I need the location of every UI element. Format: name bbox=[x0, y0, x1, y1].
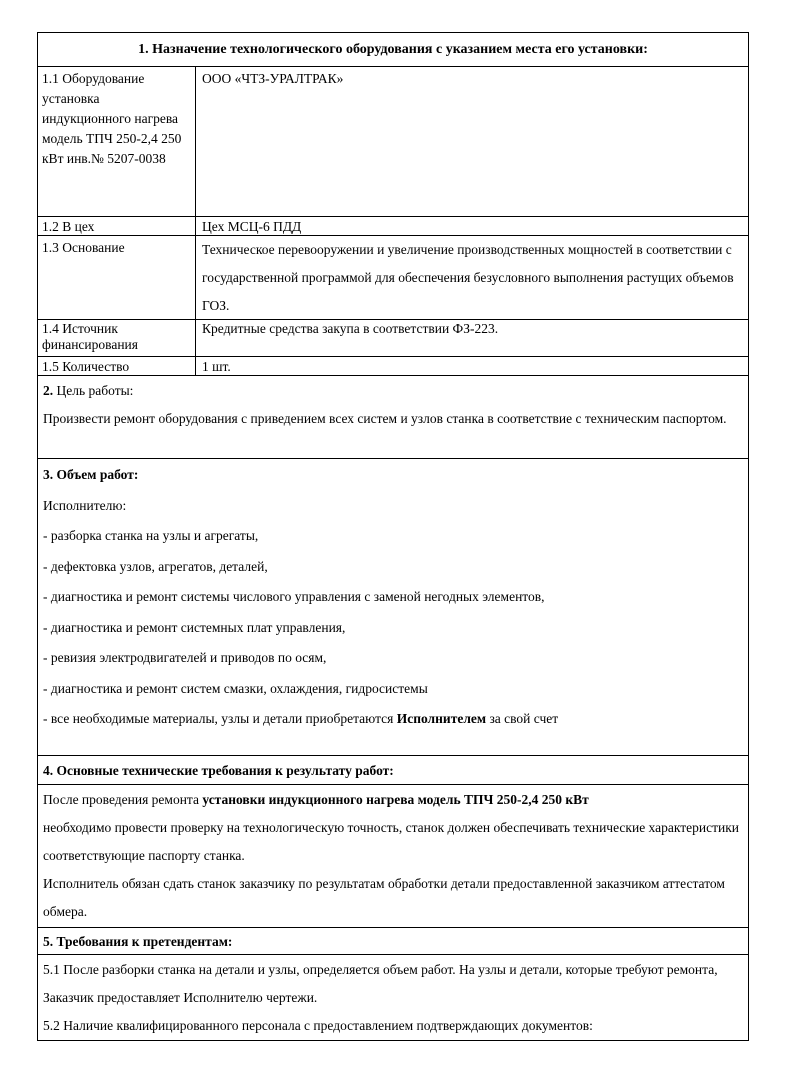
section2-goal bbox=[38, 375, 748, 458]
section3-intro: Исполнителю: bbox=[43, 497, 127, 513]
section2-text: Произвести ремонт оборудования с приведением всех систем и узлов станка в соответствие с техническим паспортом. bbox=[43, 411, 727, 426]
list-item: - ревизия электродвигателей и приводов по осям, bbox=[43, 650, 327, 665]
financing-value: Кредитные средства закупа в соответствии ФЗ-223. bbox=[202, 321, 499, 336]
equipment-label: 1.1 Оборудование установка индукционного нагрева модель ТПЧ 250-2,4 250 кВт инв.№ 5207-0038 bbox=[38, 67, 196, 216]
table-row-financing bbox=[38, 319, 748, 356]
list-item: - разборка станка на узлы и агрегаты, bbox=[43, 528, 259, 543]
quantity-label: 1.5 Количество bbox=[38, 357, 196, 375]
section5-body bbox=[38, 954, 748, 1040]
section4-paragraph-1: После проведения ремонта установки индукционного нагрева модель ТПЧ 250-2,4 250 кВт необходимо провести проверку на технологическую точность, станок должен обеспечивать технические характеристики соответствующие паспорту станка. bbox=[43, 792, 740, 863]
section4-body bbox=[38, 784, 748, 927]
list-item: 5.2 Наличие квалифицированного персонала с предоставлением подтверждающих документов: bbox=[43, 1018, 593, 1033]
section3-title: 3. Объем работ: bbox=[43, 467, 139, 482]
section1-heading: 1. Назначение технологического оборудования с указанием места его установки: bbox=[138, 42, 648, 57]
workshop-label: 1.2 В цех bbox=[38, 217, 196, 235]
equipment-value: ООО «ЧТЗ-УРАЛТРАК» bbox=[202, 71, 344, 86]
section4-title: 4. Основные технические требования к результату работ: bbox=[43, 763, 394, 778]
section5-title: 5. Требования к претендентам: bbox=[43, 934, 233, 949]
quantity-value: 1 шт. bbox=[202, 359, 231, 374]
basis-label: 1.3 Основание bbox=[38, 236, 196, 319]
table-row-basis bbox=[38, 235, 748, 319]
section4-title-row bbox=[38, 755, 748, 784]
list-item: - диагностика и ремонт системы числового управления с заменой негодных элементов, bbox=[43, 589, 545, 604]
table-row-workshop bbox=[38, 216, 748, 235]
section4-paragraph-2: Исполнитель обязан сдать станок заказчику по результатам обработки детали предоставленной заказчиком аттестатом обмера. bbox=[43, 876, 725, 919]
list-item: - диагностика и ремонт системных плат управления, bbox=[43, 619, 346, 635]
section2-title: 2. Цель работы: bbox=[43, 383, 134, 398]
section5-title-row bbox=[38, 927, 748, 954]
list-item: 5.1 После разборки станка на детали и узлы, определяется объем работ. На узлы и детали, которые требуют ремонта, Заказчик предоставляет Исполнителю чертежи. bbox=[43, 962, 718, 1005]
list-item-materials: - все необходимые материалы, узлы и детали приобретаются Исполнителем за свой счет bbox=[43, 711, 559, 726]
specification-table bbox=[37, 32, 749, 1041]
list-item: - дефектовка узлов, агрегатов, деталей, bbox=[43, 558, 268, 574]
workshop-value: Цех МСЦ-6 ПДД bbox=[202, 219, 302, 234]
financing-label: 1.4 Источник финансирования bbox=[38, 320, 196, 356]
section3-scope bbox=[38, 458, 748, 755]
basis-value: Техническое перевооружении и увеличение производственных мощностей в соответствии с государственной программой для обеспечения безусловного выполнения растущих объемов ГОЗ. bbox=[202, 242, 734, 313]
list-item: - диагностика и ремонт систем смазки, охлаждения, гидросистемы bbox=[43, 680, 428, 696]
table-row-quantity bbox=[38, 356, 748, 375]
table-row-equipment bbox=[38, 66, 748, 216]
